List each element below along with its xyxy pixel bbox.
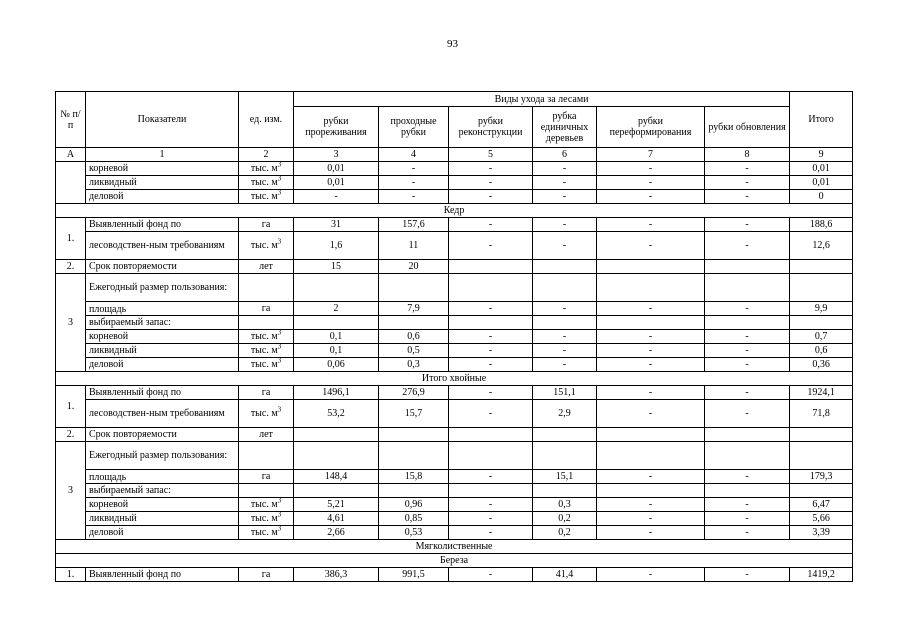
value-cell: - [449, 330, 533, 344]
indicator-label: площадь [86, 302, 239, 316]
unit-cell: тыс. $м^3$ [239, 344, 294, 358]
row-number: 3 [56, 442, 86, 540]
value-cell: 31 [294, 218, 379, 232]
value-cell: 2,66 [294, 526, 379, 540]
column-index: 3 [294, 148, 379, 162]
indicator-label: лесоводствен-ным требованиям [86, 400, 239, 428]
value-cell: 1419,2 [790, 568, 853, 582]
value-cell: 0,96 [379, 498, 449, 512]
indicator-label: Выявленный фонд по [86, 386, 239, 400]
table-row [56, 330, 853, 344]
table-row [56, 386, 853, 400]
table-row [56, 204, 853, 218]
value-cell: - [449, 232, 533, 260]
unit-cell: лет [239, 428, 294, 442]
value-cell: 0,5 [379, 344, 449, 358]
value-cell: 2,9 [533, 400, 597, 428]
row-number: 2. [56, 428, 86, 442]
indicator-label: ликвидный [86, 176, 239, 190]
table-row [56, 148, 853, 162]
row-number: 1. [56, 568, 86, 582]
indicator-label: лесоводствен-ным требованиям [86, 232, 239, 260]
empty-cell [533, 442, 597, 470]
value-cell: 386,3 [294, 568, 379, 582]
value-cell: - [705, 358, 790, 372]
value-cell: 4,61 [294, 512, 379, 526]
table-row [56, 428, 853, 442]
value-cell: - [705, 302, 790, 316]
table-row [56, 232, 853, 260]
empty-cell [449, 442, 533, 470]
indicator-label: Ежегодный размер пользования: [86, 274, 239, 302]
indicator-label: Ежегодный размер пользования: [86, 442, 239, 470]
unit-cell: га [239, 386, 294, 400]
section-title: Кедр [56, 204, 853, 218]
value-cell: - [449, 190, 533, 204]
empty-cell [294, 316, 379, 330]
value-cell: - [705, 526, 790, 540]
table-row [56, 92, 853, 107]
value-cell: - [705, 344, 790, 358]
value-cell: - [449, 358, 533, 372]
indicator-label: ликвидный [86, 512, 239, 526]
empty-cell [533, 484, 597, 498]
empty-cell [294, 484, 379, 498]
value-cell: - [449, 470, 533, 484]
header-unit: ед. изм. [239, 92, 294, 148]
value-cell: 2 [294, 302, 379, 316]
table-row [56, 568, 853, 582]
value-cell: - [533, 190, 597, 204]
value-cell: - [705, 232, 790, 260]
value-cell: 0,01 [294, 162, 379, 176]
table-row [56, 372, 853, 386]
value-cell: - [597, 330, 705, 344]
value-cell: - [533, 330, 597, 344]
value-cell: - [449, 526, 533, 540]
table-row [56, 442, 853, 470]
indicator-label: ликвидный [86, 344, 239, 358]
value-cell: 0,53 [379, 526, 449, 540]
unit-cell: га [239, 470, 294, 484]
unit-cell: га [239, 218, 294, 232]
table-row [56, 358, 853, 372]
indicator-label: корневой [86, 330, 239, 344]
value-cell: - [533, 176, 597, 190]
value-cell [294, 428, 379, 442]
value-cell: 0,3 [533, 498, 597, 512]
num-cell [56, 162, 86, 204]
value-cell: 15,8 [379, 470, 449, 484]
value-cell: - [597, 218, 705, 232]
table-row [56, 400, 853, 428]
value-cell: 1496,1 [294, 386, 379, 400]
value-cell: - [379, 162, 449, 176]
empty-cell [449, 316, 533, 330]
value-cell: - [597, 232, 705, 260]
page-number: 93 [447, 38, 458, 50]
column-index: 7 [597, 148, 705, 162]
value-cell: 5,66 [790, 512, 853, 526]
indicator-label: деловой [86, 190, 239, 204]
value-cell: 0,36 [790, 358, 853, 372]
value-cell: 0,06 [294, 358, 379, 372]
value-cell [790, 428, 853, 442]
header-column: рубки переформирования [597, 107, 705, 148]
value-cell [449, 428, 533, 442]
empty-cell [597, 442, 705, 470]
value-cell: 0,2 [533, 526, 597, 540]
column-index: А [56, 148, 86, 162]
column-index: 6 [533, 148, 597, 162]
table-row [56, 316, 853, 330]
column-index: 5 [449, 148, 533, 162]
value-cell: - [705, 330, 790, 344]
indicator-label: корневой [86, 498, 239, 512]
unit-cell: тыс. $м^3$ [239, 358, 294, 372]
table-row [56, 176, 853, 190]
empty-cell [449, 484, 533, 498]
indicator-label: выбираемый запас: [86, 316, 239, 330]
empty-cell [239, 442, 294, 470]
value-cell: - [597, 386, 705, 400]
empty-cell [294, 274, 379, 302]
value-cell: - [449, 400, 533, 428]
value-cell: 0,85 [379, 512, 449, 526]
value-cell: - [597, 568, 705, 582]
value-cell: 179,3 [790, 470, 853, 484]
table-row [56, 162, 853, 176]
value-cell: 0,01 [790, 176, 853, 190]
empty-cell [239, 484, 294, 498]
value-cell: 151,1 [533, 386, 597, 400]
value-cell: - [597, 344, 705, 358]
header-column: рубки реконструкции [449, 107, 533, 148]
value-cell: 15,7 [379, 400, 449, 428]
value-cell: - [449, 344, 533, 358]
value-cell [597, 428, 705, 442]
value-cell: - [533, 162, 597, 176]
unit-cell: тыс. $м^3$ [239, 512, 294, 526]
value-cell [705, 428, 790, 442]
value-cell: 53,2 [294, 400, 379, 428]
empty-cell [597, 274, 705, 302]
table-row [56, 344, 853, 358]
unit-cell: тыс. $м^3$ [239, 498, 294, 512]
empty-cell [705, 274, 790, 302]
value-cell: - [705, 190, 790, 204]
value-cell: - [379, 190, 449, 204]
value-cell: - [449, 386, 533, 400]
value-cell: - [533, 232, 597, 260]
value-cell: - [533, 302, 597, 316]
value-cell: - [705, 162, 790, 176]
value-cell: 71,8 [790, 400, 853, 428]
value-cell: - [597, 512, 705, 526]
table-row [56, 540, 853, 554]
unit-cell: га [239, 302, 294, 316]
row-number: 1. [56, 386, 86, 428]
value-cell: - [379, 176, 449, 190]
value-cell: 12,6 [790, 232, 853, 260]
value-cell [790, 260, 853, 274]
row-number: 3 [56, 274, 86, 372]
column-index: 8 [705, 148, 790, 162]
column-index: 1 [86, 148, 239, 162]
header-indicators: Показатели [86, 92, 239, 148]
value-cell: - [597, 470, 705, 484]
value-cell: - [449, 302, 533, 316]
empty-cell [239, 274, 294, 302]
empty-cell [294, 442, 379, 470]
value-cell: 6,47 [790, 498, 853, 512]
value-cell: - [705, 498, 790, 512]
value-cell: - [449, 162, 533, 176]
empty-cell [597, 316, 705, 330]
value-cell: 11 [379, 232, 449, 260]
value-cell: - [533, 358, 597, 372]
value-cell [533, 428, 597, 442]
value-cell: - [705, 218, 790, 232]
table-row [56, 274, 853, 302]
value-cell: - [705, 400, 790, 428]
indicator-label: Срок повторяемости [86, 260, 239, 274]
value-cell: 15 [294, 260, 379, 274]
table-row [56, 470, 853, 484]
empty-cell [379, 484, 449, 498]
value-cell: 0,01 [294, 176, 379, 190]
unit-cell: тыс. $м^3$ [239, 176, 294, 190]
indicator-label: Выявленный фонд по [86, 218, 239, 232]
indicator-label: Выявленный фонд по [86, 568, 239, 582]
value-cell [379, 428, 449, 442]
table-row [56, 302, 853, 316]
value-cell: - [705, 176, 790, 190]
value-cell: 7,9 [379, 302, 449, 316]
value-cell: - [705, 386, 790, 400]
value-cell: - [705, 568, 790, 582]
value-cell: 5,21 [294, 498, 379, 512]
value-cell: - [597, 400, 705, 428]
value-cell [533, 260, 597, 274]
empty-cell [379, 442, 449, 470]
value-cell: 20 [379, 260, 449, 274]
table-row [56, 484, 853, 498]
value-cell: 0,6 [790, 344, 853, 358]
forest-care-table [55, 91, 853, 582]
value-cell: 991,5 [379, 568, 449, 582]
table-row [56, 190, 853, 204]
indicator-label: площадь [86, 470, 239, 484]
unit-cell: тыс. $м^3$ [239, 330, 294, 344]
indicator-label: корневой [86, 162, 239, 176]
indicator-label: деловой [86, 358, 239, 372]
empty-cell [705, 442, 790, 470]
empty-cell [449, 274, 533, 302]
unit-cell: га [239, 568, 294, 582]
table-row [56, 498, 853, 512]
empty-cell [790, 442, 853, 470]
empty-cell [790, 274, 853, 302]
value-cell: - [449, 498, 533, 512]
value-cell: 0,6 [379, 330, 449, 344]
value-cell: - [705, 470, 790, 484]
section-title: Береза [56, 554, 853, 568]
value-cell: - [705, 512, 790, 526]
header-column: рубки обновления [705, 107, 790, 148]
value-cell: - [597, 162, 705, 176]
empty-cell [533, 316, 597, 330]
unit-cell: тыс. $м^3$ [239, 526, 294, 540]
value-cell [449, 260, 533, 274]
column-index: 2 [239, 148, 294, 162]
value-cell: 41,4 [533, 568, 597, 582]
indicator-label: выбираемый запас: [86, 484, 239, 498]
row-number: 2. [56, 260, 86, 274]
value-cell: 0,7 [790, 330, 853, 344]
header-column: рубки прореживания [294, 107, 379, 148]
empty-cell [379, 316, 449, 330]
row-number: 1. [56, 218, 86, 260]
value-cell: 148,4 [294, 470, 379, 484]
value-cell: 0,2 [533, 512, 597, 526]
unit-cell: тыс. $м^3$ [239, 400, 294, 428]
empty-cell [379, 274, 449, 302]
table-row [56, 526, 853, 540]
header-column: рубка единичных деревьев [533, 107, 597, 148]
header-total: Итого [790, 92, 853, 148]
unit-cell: тыс. $м^3$ [239, 232, 294, 260]
table-row [56, 260, 853, 274]
header-num: № п/п [56, 92, 86, 148]
value-cell: - [294, 190, 379, 204]
value-cell: - [597, 526, 705, 540]
value-cell: 3,39 [790, 526, 853, 540]
value-cell: 188,6 [790, 218, 853, 232]
value-cell: 0,1 [294, 344, 379, 358]
group-title: Мягколиственные [56, 540, 853, 554]
value-cell: 276,9 [379, 386, 449, 400]
value-cell: - [597, 358, 705, 372]
value-cell: 1924,1 [790, 386, 853, 400]
empty-cell [239, 316, 294, 330]
value-cell: 0 [790, 190, 853, 204]
table-row [56, 512, 853, 526]
value-cell: - [597, 498, 705, 512]
value-cell: 1,6 [294, 232, 379, 260]
empty-cell [597, 484, 705, 498]
value-cell: - [597, 176, 705, 190]
value-cell: 9,9 [790, 302, 853, 316]
value-cell: - [449, 512, 533, 526]
value-cell [597, 260, 705, 274]
table-row [56, 554, 853, 568]
section-title: Итого хвойные [56, 372, 853, 386]
header-column: проходные рубки [379, 107, 449, 148]
value-cell: - [533, 344, 597, 358]
column-index: 4 [379, 148, 449, 162]
header-group: Виды ухода за лесами [294, 92, 790, 107]
value-cell: - [597, 190, 705, 204]
empty-cell [790, 484, 853, 498]
column-index: 9 [790, 148, 853, 162]
value-cell: - [449, 568, 533, 582]
value-cell: 15,1 [533, 470, 597, 484]
indicator-label: Срок повторяемости [86, 428, 239, 442]
empty-cell [790, 316, 853, 330]
value-cell: 0,01 [790, 162, 853, 176]
empty-cell [705, 484, 790, 498]
value-cell: - [449, 218, 533, 232]
unit-cell: лет [239, 260, 294, 274]
empty-cell [533, 274, 597, 302]
empty-cell [705, 316, 790, 330]
value-cell: 0,1 [294, 330, 379, 344]
unit-cell: тыс. $м^3$ [239, 162, 294, 176]
table-row [56, 218, 853, 232]
value-cell [705, 260, 790, 274]
unit-cell: тыс. $м^3$ [239, 190, 294, 204]
value-cell: - [449, 176, 533, 190]
value-cell: 0,3 [379, 358, 449, 372]
indicator-label: деловой [86, 526, 239, 540]
value-cell: 157,6 [379, 218, 449, 232]
value-cell: - [597, 302, 705, 316]
value-cell: - [533, 218, 597, 232]
